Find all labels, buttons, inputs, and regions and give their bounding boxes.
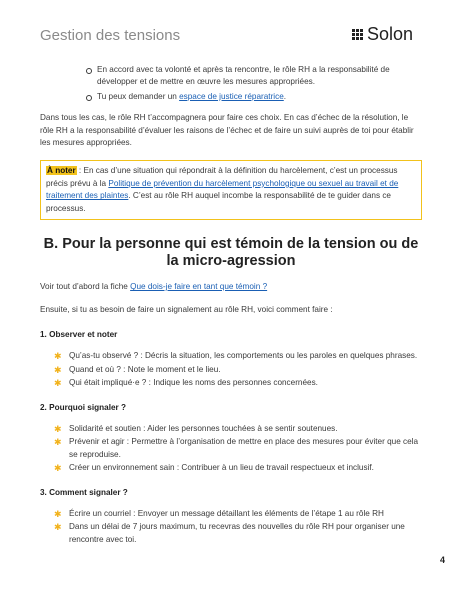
paragraph: Dans tous les cas, le rôle RH t’accompagnera pour faire ces choix. En cas d’échec de la résolution, le rôle RH a la responsabilité d’évaluer les raisons de l’échec et de faire un suivi auprès de toi pour établir les mesures appropriées. xyxy=(40,113,414,148)
list-item-text: . xyxy=(283,91,287,101)
list-item-text: Prévenir et agir : Permettre à l’organisation de mettre en place des mesures pour éviter que cela se reproduise. xyxy=(69,437,419,459)
page-number: 4 xyxy=(439,555,445,565)
note-label: À noter xyxy=(47,166,76,176)
list-item xyxy=(40,350,422,362)
list-item xyxy=(40,508,422,520)
paragraph xyxy=(40,281,422,293)
list-item xyxy=(40,364,422,376)
subsection-heading: 2. Pourquoi signaler ? xyxy=(40,402,126,412)
star-list xyxy=(40,508,422,546)
asterisk-icon: ✱ xyxy=(54,437,62,448)
star-list xyxy=(40,423,422,475)
asterisk-icon: ✱ xyxy=(54,508,62,519)
asterisk-icon: ✱ xyxy=(54,351,62,362)
list-item-text: Écrire un courriel : Envoyer un message détaillant les éléments de l’étape 1 au rôle RH xyxy=(69,508,384,518)
list-item xyxy=(40,91,422,103)
list-item xyxy=(40,462,422,474)
page-content xyxy=(40,64,422,547)
list-item xyxy=(40,521,422,546)
sub-list xyxy=(40,64,422,103)
logo-text: Solon xyxy=(367,24,414,44)
section-title: B. Pour la personne qui est témoin de la tension ou de la micro-agression xyxy=(43,236,419,270)
asterisk-icon: ✱ xyxy=(54,463,62,474)
asterisk-icon: ✱ xyxy=(54,364,62,375)
star-list xyxy=(40,350,422,389)
list-item xyxy=(40,436,422,461)
paragraph-text: Voir tout d’abord la fiche xyxy=(40,282,131,292)
list-item xyxy=(40,377,422,389)
asterisk-icon: ✱ xyxy=(54,522,62,533)
list-item-text: Solidarité et soutien : Aider les personnes touchées à se sentir soutenues. xyxy=(69,423,338,433)
header-title: Gestion des tensions xyxy=(40,27,181,44)
list-item-text: Qui était impliqué·e ? : Indique les noms des personnes concernées. xyxy=(69,378,318,388)
list-item: En accord avec ta volonté et après ta rencontre, le rôle RH a la responsabilité de développer et de mettre en œuvre les mesures appropriées. xyxy=(40,64,422,89)
subsection-heading: 1. Observer et noter xyxy=(40,329,118,339)
policy-link[interactable]: Politique de prévention du harcèlement psychologique ou sexuel au travail et de traitement des plaintes xyxy=(46,178,399,201)
note-text: . C’est au rôle RH auquel incombe la responsabilité de te guider dans ce processus. xyxy=(46,191,391,213)
list-item xyxy=(40,423,422,435)
grid-logo-icon xyxy=(352,29,363,40)
list-item-text: Quand et où ? : Note le moment et le lieu. xyxy=(69,364,221,374)
asterisk-icon: ✱ xyxy=(54,378,62,389)
list-item-text: Dans un délai de 7 jours maximum, tu recevras des nouvelles du rôle RH pour organiser une rencontre avec toi. xyxy=(69,522,405,544)
list-item-text: Qu’as-tu observé ? : Décris la situation, les comportements ou les paroles en quelques phrases. xyxy=(69,351,418,361)
subsection-heading: 3. Comment signaler ? xyxy=(40,487,128,497)
temoin-fiche-link[interactable]: Que dois-je faire en tant que témoin ? xyxy=(130,282,268,292)
paragraph: Ensuite, si tu as besoin de faire un signalement au rôle RH, voici comment faire : xyxy=(40,305,333,315)
note-box xyxy=(40,160,422,220)
justice-reparatrice-link[interactable]: espace de justice réparatrice xyxy=(179,91,284,101)
solon-logo xyxy=(352,24,413,45)
list-item-text: Créer un environnement sain : Contribuer à un lieu de travail respectueux et inclusif. xyxy=(69,463,374,473)
list-item-text: Tu peux demander un xyxy=(97,91,180,101)
asterisk-icon: ✱ xyxy=(54,423,62,434)
note-text: : En cas d’une situation qui répondrait à la définition du harcèlement, c’est un processus précis prévu à la xyxy=(46,166,398,188)
